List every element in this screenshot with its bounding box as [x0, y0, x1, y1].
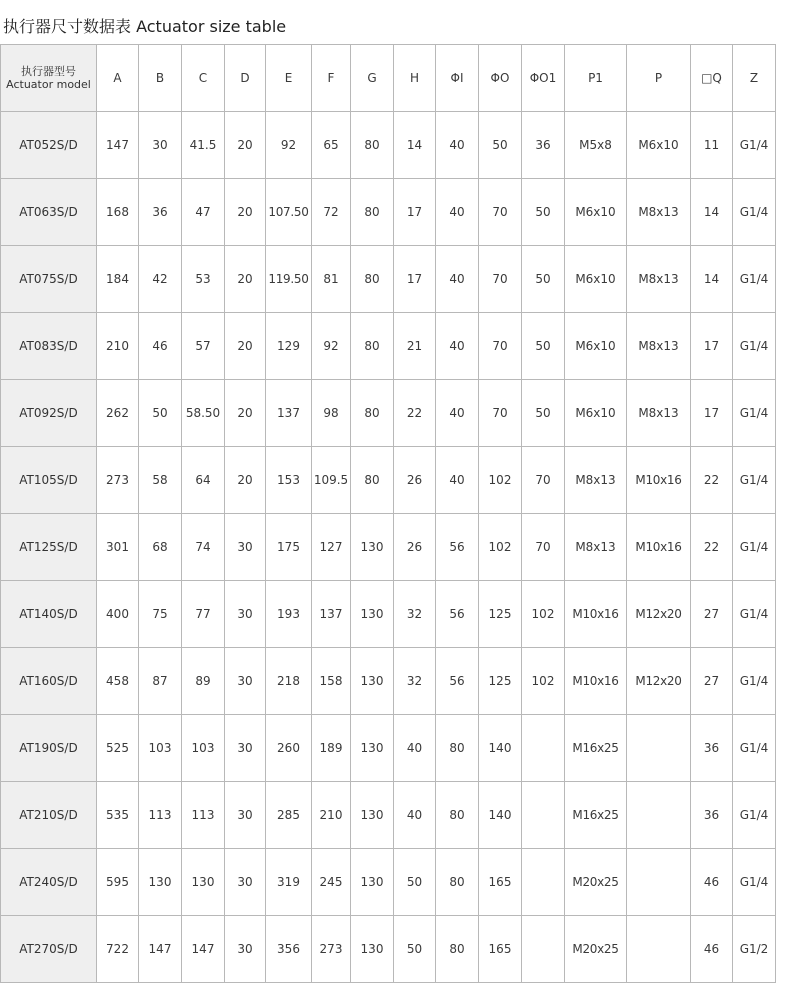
table-cell: M6x10: [565, 179, 627, 246]
table-cell: M6x10: [627, 112, 691, 179]
table-cell: 119.50: [266, 246, 312, 313]
table-row: [1, 648, 776, 715]
table-cell: [522, 715, 565, 782]
table-row: [1, 112, 776, 179]
table-body: [1, 45, 776, 983]
table-row: [1, 380, 776, 447]
table-cell: 81: [312, 246, 351, 313]
table-cell: [522, 849, 565, 916]
table-cell: 14: [394, 112, 436, 179]
table-cell: 165: [479, 916, 522, 983]
table-cell: 125: [479, 581, 522, 648]
table-cell: 70: [479, 179, 522, 246]
model-cell: AT083S/D: [1, 313, 97, 380]
table-cell: 218: [266, 648, 312, 715]
table-cell: 102: [479, 447, 522, 514]
table-cell: 65: [312, 112, 351, 179]
table-header-row: [1, 45, 776, 112]
table-cell: 68: [139, 514, 182, 581]
column-header: G: [351, 45, 394, 112]
table-cell: 11: [691, 112, 733, 179]
table-cell: 32: [394, 648, 436, 715]
table-row: [1, 179, 776, 246]
table-cell: 36: [691, 715, 733, 782]
table-cell: 130: [182, 849, 225, 916]
table-cell: 80: [436, 782, 479, 849]
column-header: ΦI: [436, 45, 479, 112]
table-cell: 20: [225, 447, 266, 514]
table-cell: G1/4: [733, 246, 776, 313]
table-cell: 70: [479, 313, 522, 380]
table-cell: 40: [436, 112, 479, 179]
table-cell: 80: [351, 179, 394, 246]
table-cell: G1/4: [733, 447, 776, 514]
table-cell: 87: [139, 648, 182, 715]
table-cell: 20: [225, 112, 266, 179]
table-cell: 17: [691, 313, 733, 380]
column-header: B: [139, 45, 182, 112]
table-cell: 535: [97, 782, 139, 849]
table-cell: M10x16: [627, 514, 691, 581]
table-cell: G1/4: [733, 514, 776, 581]
table-row: [1, 313, 776, 380]
table-cell: 80: [351, 380, 394, 447]
table-cell: [522, 916, 565, 983]
table-cell: 56: [436, 648, 479, 715]
table-cell: M5x8: [565, 112, 627, 179]
model-column-header: [1, 45, 97, 112]
table-cell: M8x13: [627, 380, 691, 447]
table-cell: 140: [479, 715, 522, 782]
table-cell: 137: [266, 380, 312, 447]
table-row: [1, 849, 776, 916]
table-row: [1, 246, 776, 313]
table-cell: M8x13: [627, 313, 691, 380]
table-cell: [627, 782, 691, 849]
table-cell: 595: [97, 849, 139, 916]
table-cell: 80: [351, 246, 394, 313]
table-cell: 80: [436, 849, 479, 916]
table-cell: 30: [225, 648, 266, 715]
model-cell: AT075S/D: [1, 246, 97, 313]
table-cell: 20: [225, 246, 266, 313]
table-cell: 70: [522, 514, 565, 581]
table-cell: G1/4: [733, 715, 776, 782]
model-cell: AT105S/D: [1, 447, 97, 514]
table-cell: G1/2: [733, 916, 776, 983]
table-cell: 77: [182, 581, 225, 648]
table-cell: 40: [436, 380, 479, 447]
table-cell: 40: [436, 313, 479, 380]
table-cell: 245: [312, 849, 351, 916]
table-cell: 80: [351, 447, 394, 514]
table-cell: M20x25: [565, 916, 627, 983]
table-cell: 125: [479, 648, 522, 715]
table-cell: 175: [266, 514, 312, 581]
model-cell: AT160S/D: [1, 648, 97, 715]
table-cell: 41.5: [182, 112, 225, 179]
table-cell: 70: [522, 447, 565, 514]
table-cell: 58.50: [182, 380, 225, 447]
model-cell: AT190S/D: [1, 715, 97, 782]
table-cell: 80: [436, 916, 479, 983]
table-cell: M8x13: [565, 447, 627, 514]
table-cell: M12x20: [627, 648, 691, 715]
table-cell: 21: [394, 313, 436, 380]
table-cell: 30: [225, 514, 266, 581]
table-cell: 70: [479, 380, 522, 447]
table-cell: M12x20: [627, 581, 691, 648]
table-cell: 22: [394, 380, 436, 447]
table-cell: 273: [97, 447, 139, 514]
table-cell: 92: [266, 112, 312, 179]
table-cell: 30: [225, 782, 266, 849]
table-cell: [522, 782, 565, 849]
table-cell: 147: [139, 916, 182, 983]
table-cell: 189: [312, 715, 351, 782]
table-cell: M6x10: [565, 246, 627, 313]
table-cell: 356: [266, 916, 312, 983]
table-cell: 102: [479, 514, 522, 581]
table-cell: 17: [691, 380, 733, 447]
table-cell: G1/4: [733, 648, 776, 715]
table-cell: 102: [522, 581, 565, 648]
table-cell: 301: [97, 514, 139, 581]
table-cell: 27: [691, 581, 733, 648]
table-row: [1, 514, 776, 581]
table-cell: 53: [182, 246, 225, 313]
table-cell: G1/4: [733, 849, 776, 916]
table-cell: 50: [522, 313, 565, 380]
table-cell: 285: [266, 782, 312, 849]
table-cell: M10x16: [627, 447, 691, 514]
model-header-cn: 执行器型号: [21, 65, 76, 78]
table-cell: 210: [312, 782, 351, 849]
model-cell: AT125S/D: [1, 514, 97, 581]
table-cell: 458: [97, 648, 139, 715]
table-cell: M8x13: [627, 179, 691, 246]
table-cell: 140: [479, 782, 522, 849]
column-header: □Q: [691, 45, 733, 112]
table-cell: 168: [97, 179, 139, 246]
table-cell: 130: [351, 916, 394, 983]
table-cell: 40: [436, 447, 479, 514]
table-cell: G1/4: [733, 380, 776, 447]
table-cell: 56: [436, 514, 479, 581]
table-cell: 50: [139, 380, 182, 447]
table-cell: 47: [182, 179, 225, 246]
table-cell: 130: [351, 715, 394, 782]
table-cell: 75: [139, 581, 182, 648]
table-cell: 40: [436, 179, 479, 246]
page-title: 执行器尺寸数据表 Actuator size table: [3, 17, 287, 36]
table-cell: G1/4: [733, 179, 776, 246]
table-cell: 262: [97, 380, 139, 447]
table-cell: 127: [312, 514, 351, 581]
table-cell: 20: [225, 380, 266, 447]
table-cell: 153: [266, 447, 312, 514]
table-cell: [627, 715, 691, 782]
table-cell: M8x13: [627, 246, 691, 313]
table-cell: 20: [225, 313, 266, 380]
table-cell: G1/4: [733, 782, 776, 849]
table-cell: 36: [691, 782, 733, 849]
table-cell: 30: [225, 581, 266, 648]
table-cell: 56: [436, 581, 479, 648]
table-cell: 14: [691, 179, 733, 246]
table-cell: 58: [139, 447, 182, 514]
table-cell: 26: [394, 447, 436, 514]
model-cell: AT092S/D: [1, 380, 97, 447]
column-header: F: [312, 45, 351, 112]
table-cell: 80: [351, 112, 394, 179]
table-cell: 30: [225, 849, 266, 916]
table-cell: 210: [97, 313, 139, 380]
table-cell: 22: [691, 447, 733, 514]
table-cell: 130: [351, 514, 394, 581]
column-header: D: [225, 45, 266, 112]
table-cell: G1/4: [733, 581, 776, 648]
table-cell: 400: [97, 581, 139, 648]
table-cell: 273: [312, 916, 351, 983]
column-header: Z: [733, 45, 776, 112]
column-header: A: [97, 45, 139, 112]
table-cell: 103: [139, 715, 182, 782]
table-cell: 30: [225, 916, 266, 983]
table-cell: 147: [97, 112, 139, 179]
column-header: C: [182, 45, 225, 112]
table-cell: G1/4: [733, 112, 776, 179]
table-cell: 14: [691, 246, 733, 313]
table-cell: 57: [182, 313, 225, 380]
table-cell: 102: [522, 648, 565, 715]
table-cell: M10x16: [565, 581, 627, 648]
column-header: H: [394, 45, 436, 112]
table-cell: 260: [266, 715, 312, 782]
table-cell: 50: [479, 112, 522, 179]
model-cell: AT052S/D: [1, 112, 97, 179]
table-cell: 80: [436, 715, 479, 782]
table-cell: 193: [266, 581, 312, 648]
table-cell: 113: [139, 782, 182, 849]
table-row: [1, 715, 776, 782]
model-cell: AT270S/D: [1, 916, 97, 983]
table-cell: 130: [351, 581, 394, 648]
model-header-en: Actuator model: [6, 78, 91, 91]
table-row: [1, 581, 776, 648]
table-cell: 158: [312, 648, 351, 715]
table-cell: 20: [225, 179, 266, 246]
table-cell: 36: [139, 179, 182, 246]
table-cell: 92: [312, 313, 351, 380]
table-cell: 184: [97, 246, 139, 313]
table-cell: 103: [182, 715, 225, 782]
table-cell: 46: [139, 313, 182, 380]
table-cell: M20x25: [565, 849, 627, 916]
table-cell: 50: [522, 179, 565, 246]
table-cell: 74: [182, 514, 225, 581]
table-cell: 147: [182, 916, 225, 983]
table-cell: 40: [394, 782, 436, 849]
table-cell: 64: [182, 447, 225, 514]
table-cell: 113: [182, 782, 225, 849]
model-cell: AT240S/D: [1, 849, 97, 916]
model-cell: AT210S/D: [1, 782, 97, 849]
table-cell: M16x25: [565, 782, 627, 849]
table-cell: 36: [522, 112, 565, 179]
table-cell: 130: [351, 849, 394, 916]
table-row: [1, 916, 776, 983]
table-cell: 17: [394, 246, 436, 313]
table-cell: 107.50: [266, 179, 312, 246]
table-cell: 32: [394, 581, 436, 648]
table-cell: 40: [394, 715, 436, 782]
table-cell: 319: [266, 849, 312, 916]
table-cell: M6x10: [565, 313, 627, 380]
table-cell: 137: [312, 581, 351, 648]
table-cell: 22: [691, 514, 733, 581]
table-cell: 130: [139, 849, 182, 916]
table-cell: 27: [691, 648, 733, 715]
actuator-size-table: [0, 44, 776, 983]
table-cell: 109.5: [312, 447, 351, 514]
table-cell: 50: [394, 916, 436, 983]
model-cell: AT063S/D: [1, 179, 97, 246]
table-cell: M10x16: [565, 648, 627, 715]
table-cell: [627, 849, 691, 916]
table-cell: 72: [312, 179, 351, 246]
table-row: [1, 782, 776, 849]
table-cell: 26: [394, 514, 436, 581]
table-cell: M16x25: [565, 715, 627, 782]
table-cell: 17: [394, 179, 436, 246]
table-cell: 98: [312, 380, 351, 447]
table-cell: G1/4: [733, 313, 776, 380]
column-header: ΦO: [479, 45, 522, 112]
table-cell: 130: [351, 648, 394, 715]
table-cell: 40: [436, 246, 479, 313]
table-cell: 70: [479, 246, 522, 313]
table-cell: 89: [182, 648, 225, 715]
table-cell: 30: [225, 715, 266, 782]
table-cell: 50: [522, 380, 565, 447]
column-header: P: [627, 45, 691, 112]
table-cell: 50: [522, 246, 565, 313]
column-header: P1: [565, 45, 627, 112]
table-cell: 722: [97, 916, 139, 983]
table-cell: 129: [266, 313, 312, 380]
table-cell: 80: [351, 313, 394, 380]
table-cell: 42: [139, 246, 182, 313]
table-cell: M8x13: [565, 514, 627, 581]
size-table-container: [0, 44, 776, 983]
model-cell: AT140S/D: [1, 581, 97, 648]
table-cell: 165: [479, 849, 522, 916]
column-header: ΦO1: [522, 45, 565, 112]
table-cell: 46: [691, 916, 733, 983]
table-cell: 130: [351, 782, 394, 849]
table-cell: 30: [139, 112, 182, 179]
table-cell: 46: [691, 849, 733, 916]
table-cell: [627, 916, 691, 983]
table-cell: M6x10: [565, 380, 627, 447]
table-row: [1, 447, 776, 514]
table-cell: 525: [97, 715, 139, 782]
table-cell: 50: [394, 849, 436, 916]
column-header: E: [266, 45, 312, 112]
